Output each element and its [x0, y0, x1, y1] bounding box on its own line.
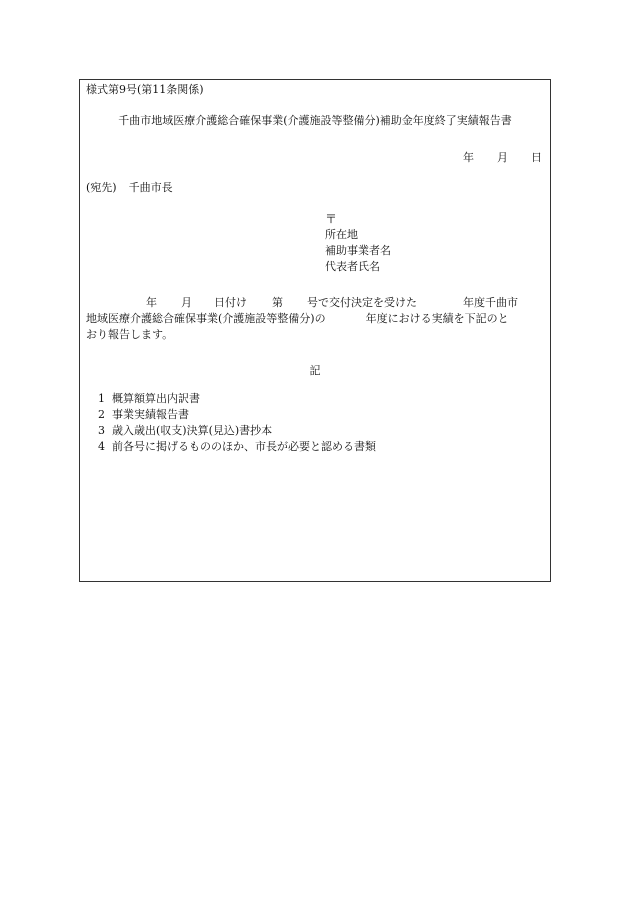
body-line-2 — [86, 311, 518, 327]
attachment-item — [98, 391, 376, 407]
attachment-item — [98, 407, 376, 423]
report-body — [86, 295, 518, 343]
addressee-prefix: (宛先) — [86, 181, 117, 194]
ki-heading: 記 — [309, 364, 321, 377]
postal-mark: 〒 — [325, 212, 338, 226]
attachment-text: 前各号に掲げるもののほか、市長が必要と認める書類 — [112, 440, 376, 453]
date-year-label: 年 — [463, 151, 474, 164]
attachment-text: 概算額算出内訳書 — [112, 392, 200, 405]
body-year: 年 — [146, 296, 157, 309]
body-issued: 号で交付決定を受けた — [307, 296, 417, 309]
attachment-item — [98, 423, 376, 439]
body-line-2-pre: 地域医療介護総合確保事業(介護施設等整備分)の — [86, 312, 326, 325]
date-month-label: 月 — [497, 151, 508, 164]
date-day-label: 日 — [531, 151, 542, 164]
document-title: 千曲市地域医療介護総合確保事業(介護施設等整備分)補助金年度終了実績報告書 — [118, 114, 512, 127]
attachment-text: 事業実績報告書 — [112, 408, 189, 421]
report-form — [79, 79, 551, 582]
address-label: 所在地 — [325, 228, 358, 241]
body-line-2-post: 年度における実績を下記のと — [365, 312, 509, 325]
attachment-text: 歳入歳出(収支)決算(見込)書抄本 — [112, 424, 273, 437]
addressee-name: 千曲市長 — [128, 181, 173, 194]
body-dai: 第 — [272, 296, 283, 309]
date-line — [463, 150, 542, 166]
addressee — [86, 180, 173, 196]
applicant-block — [325, 211, 391, 275]
body-fiscal-year-city: 年度千曲市 — [463, 296, 518, 309]
attachment-number: 1 — [98, 392, 105, 405]
attachment-number: 2 — [98, 408, 105, 421]
attachment-number: 3 — [98, 424, 105, 437]
attachment-list — [98, 391, 376, 455]
body-line-1 — [86, 295, 518, 311]
body-dated: 日付け — [214, 296, 247, 309]
attachment-item — [98, 439, 376, 455]
attachment-number: 4 — [98, 440, 105, 453]
body-month: 月 — [181, 296, 192, 309]
business-name-label: 補助事業者名 — [325, 244, 391, 257]
representative-label: 代表者氏名 — [325, 260, 380, 273]
body-line-3: おり報告します。 — [86, 328, 174, 341]
form-number: 様式第9号(第11条関係) — [86, 83, 204, 96]
